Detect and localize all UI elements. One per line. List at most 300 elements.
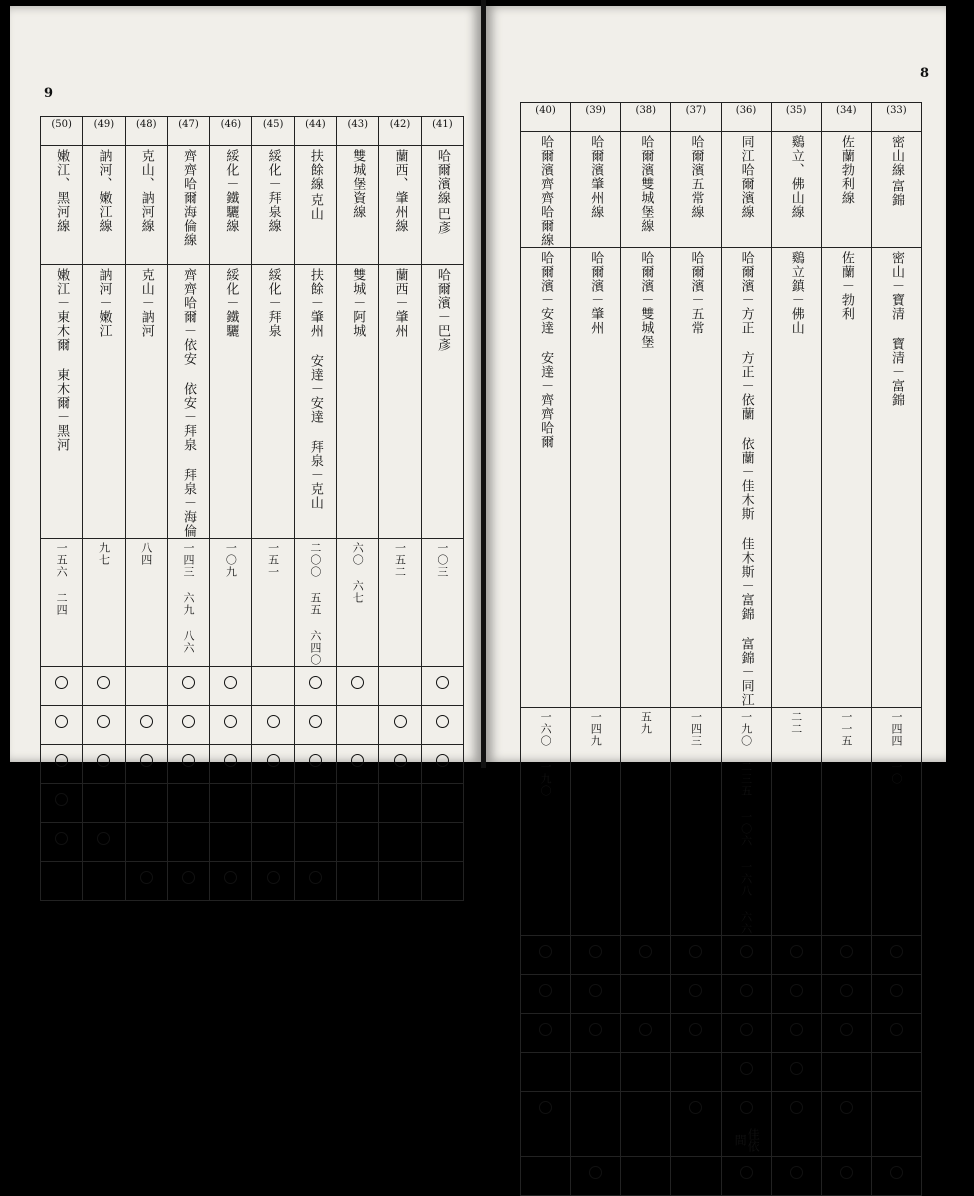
cell-distance: 一四四 一〇 xyxy=(889,711,903,785)
cell-distance: 九七 xyxy=(97,542,111,566)
table-row xyxy=(521,1157,922,1196)
circle-mark xyxy=(97,676,110,689)
table-cell xyxy=(621,1157,671,1196)
table-cell xyxy=(571,936,621,975)
table-cell xyxy=(337,117,379,146)
table-cell xyxy=(421,265,463,539)
table-cell xyxy=(210,823,252,862)
table-cell xyxy=(821,1092,871,1157)
circle-mark xyxy=(436,715,449,728)
table-cell xyxy=(871,1157,921,1196)
circle-mark xyxy=(97,754,110,767)
table-row xyxy=(521,1014,922,1053)
table-cell xyxy=(41,784,83,823)
table-cell xyxy=(210,117,252,146)
table-cell xyxy=(167,539,209,667)
cell-route: 富錦 xyxy=(888,179,904,207)
table-row xyxy=(521,248,922,708)
table-cell xyxy=(521,936,571,975)
table-cell xyxy=(721,103,771,132)
table-cell xyxy=(125,862,167,901)
cell-line: 同江哈爾濱線 xyxy=(738,135,754,219)
table-cell xyxy=(337,823,379,862)
table-cell xyxy=(771,1157,821,1196)
table-cell xyxy=(821,103,871,132)
cell-sections: 雙城－阿城 xyxy=(350,268,366,338)
cell-no: (35) xyxy=(785,105,807,116)
table-cell xyxy=(821,1053,871,1092)
table-cell xyxy=(421,706,463,745)
table-cell xyxy=(421,862,463,901)
table-cell xyxy=(337,745,379,784)
table-row xyxy=(521,1092,922,1157)
table-cell xyxy=(821,936,871,975)
table-cell xyxy=(871,1014,921,1053)
circle-mark xyxy=(224,754,237,767)
table-cell xyxy=(252,265,294,539)
cell-distance: 一一五 xyxy=(839,711,853,747)
table-cell xyxy=(571,248,621,708)
table-cell xyxy=(252,784,294,823)
circle-mark xyxy=(539,1101,552,1114)
table-cell xyxy=(571,1157,621,1196)
table-cell xyxy=(167,862,209,901)
table-cell xyxy=(571,132,621,248)
cell-no: (33) xyxy=(886,105,907,116)
table-row xyxy=(521,132,922,248)
table-cell xyxy=(125,117,167,146)
table-cell xyxy=(621,132,671,248)
table-cell xyxy=(621,248,671,708)
table-cell xyxy=(721,936,771,975)
table-cell xyxy=(210,146,252,265)
table-cell xyxy=(379,823,421,862)
table-cell xyxy=(210,862,252,901)
table-cell xyxy=(571,708,621,936)
table-cell xyxy=(252,823,294,862)
table-cell xyxy=(294,823,336,862)
table-cell xyxy=(41,146,83,265)
table-cell xyxy=(379,265,421,539)
table-cell xyxy=(167,706,209,745)
table-cell xyxy=(125,823,167,862)
table-cell xyxy=(337,667,379,706)
table-cell xyxy=(167,823,209,862)
cell-distance: 六〇 六七 xyxy=(351,542,365,604)
table-cell xyxy=(83,146,125,265)
table-cell xyxy=(379,117,421,146)
circle-mark xyxy=(97,832,110,845)
table-cell xyxy=(671,936,721,975)
table-cell xyxy=(83,862,125,901)
circle-mark xyxy=(790,1101,803,1114)
table-row xyxy=(41,745,464,784)
table-cell xyxy=(41,117,83,146)
table-cell xyxy=(421,146,463,265)
table-cell xyxy=(41,667,83,706)
cell-distance: 二〇〇 五五 六四〇 xyxy=(308,542,322,666)
table-cell xyxy=(571,1014,621,1053)
table-cell xyxy=(771,248,821,708)
table-cell xyxy=(294,862,336,901)
cell-line: 雙城堡資線 xyxy=(350,149,366,219)
table-cell xyxy=(871,936,921,975)
cell-sections: 訥河－嫩江 xyxy=(96,268,112,338)
circle-mark xyxy=(840,984,853,997)
table-cell xyxy=(294,539,336,667)
cell-no: (48) xyxy=(135,119,157,130)
table-cell xyxy=(721,1157,771,1196)
table-cell xyxy=(337,539,379,667)
table-cell xyxy=(41,265,83,539)
table-cell xyxy=(167,117,209,146)
cell-sections: 扶餘－肇州 安達－安達 拜泉－克山 xyxy=(307,268,323,510)
circle-mark xyxy=(840,1023,853,1036)
cell-no: (41) xyxy=(432,119,453,130)
table-cell xyxy=(571,103,621,132)
page-number: 8 xyxy=(920,66,930,81)
cell-no: (34) xyxy=(836,105,857,116)
cell-no: (40) xyxy=(535,105,556,116)
circle-mark xyxy=(55,832,68,845)
table-cell xyxy=(671,975,721,1014)
circle-mark xyxy=(55,715,68,728)
table-cell xyxy=(621,936,671,975)
table-cell xyxy=(821,1014,871,1053)
table-cell xyxy=(337,265,379,539)
cell-sections: 哈爾濱－雙城堡 xyxy=(638,251,654,349)
circle-mark xyxy=(589,984,602,997)
table-cell xyxy=(771,936,821,975)
cell-line: 綏化－拜泉線 xyxy=(265,149,281,233)
circle-mark xyxy=(394,754,407,767)
circle-mark xyxy=(639,1023,652,1036)
circle-mark xyxy=(55,676,68,689)
cell-line: 哈爾濱線 xyxy=(434,149,450,205)
table-cell xyxy=(41,706,83,745)
table-cell xyxy=(294,745,336,784)
table-cell xyxy=(421,784,463,823)
table-cell xyxy=(337,706,379,745)
cell-line: 哈爾濱雙城堡線 xyxy=(638,135,654,233)
cell-no: (42) xyxy=(389,119,411,130)
circle-mark xyxy=(309,715,322,728)
cell-no: (49) xyxy=(93,119,115,130)
circle-mark xyxy=(840,945,853,958)
table-cell xyxy=(125,784,167,823)
circle-mark xyxy=(890,945,903,958)
table-row xyxy=(41,823,464,862)
cell-distance: 一五二 xyxy=(393,542,407,578)
cell-no: (39) xyxy=(585,105,606,116)
table-cell xyxy=(252,667,294,706)
circle-mark xyxy=(689,984,702,997)
cell-distance: 一〇九 xyxy=(224,542,238,578)
cell-line: 綏化－鐵驪線 xyxy=(223,149,239,233)
table-row xyxy=(41,706,464,745)
table-cell xyxy=(210,706,252,745)
cell-sections: 鷄立鎮－佛山 xyxy=(788,251,804,335)
table-cell xyxy=(871,1053,921,1092)
cell-sections: 哈爾濱－五常 xyxy=(688,251,704,335)
table-cell xyxy=(821,975,871,1014)
cell-no: (44) xyxy=(305,119,326,130)
table-cell xyxy=(379,745,421,784)
table-cell xyxy=(83,265,125,539)
table-cell xyxy=(721,132,771,248)
table-cell xyxy=(83,823,125,862)
cell-sections: 哈爾濱－安達 安達－齊齊哈爾 xyxy=(538,251,554,449)
table-cell xyxy=(771,103,821,132)
table-cell xyxy=(125,667,167,706)
cell-sections: 綏化－鐵驪 xyxy=(223,268,239,338)
circle-mark xyxy=(589,945,602,958)
circle-mark xyxy=(689,945,702,958)
table-cell xyxy=(771,975,821,1014)
cell-distance: 一四九 xyxy=(589,711,603,747)
table-cell xyxy=(521,132,571,248)
circle-mark xyxy=(436,754,449,767)
table-cell xyxy=(83,706,125,745)
table-cell xyxy=(671,103,721,132)
table-cell xyxy=(125,265,167,539)
table-cell xyxy=(521,1157,571,1196)
table-row xyxy=(41,667,464,706)
table-cell xyxy=(337,146,379,265)
circle-mark xyxy=(224,715,237,728)
table-cell xyxy=(871,248,921,708)
circle-mark xyxy=(740,1062,753,1075)
circle-mark xyxy=(351,676,364,689)
cell-distance: 一四三 六九 八六 xyxy=(182,542,196,654)
table-cell xyxy=(571,975,621,1014)
cell-distance: 一四三 xyxy=(689,711,703,747)
left-page xyxy=(10,6,481,762)
cell-line: 齊齊哈爾海倫線 xyxy=(181,149,197,247)
table-cell xyxy=(621,1014,671,1053)
table-cell xyxy=(294,146,336,265)
table-cell xyxy=(83,539,125,667)
circle-mark xyxy=(840,1166,853,1179)
cell-distance: 一九〇 二三五 一〇六 一六八 六六 xyxy=(739,711,753,935)
table-row xyxy=(521,708,922,936)
table-cell xyxy=(252,146,294,265)
table-cell xyxy=(671,248,721,708)
table-cell xyxy=(83,667,125,706)
circle-mark xyxy=(140,871,153,884)
cell-sections: 齊齊哈爾－依安 依安－拜泉 拜泉－海倫 xyxy=(181,268,197,538)
right-page xyxy=(486,6,946,1152)
route-table xyxy=(40,116,464,901)
table-cell xyxy=(125,539,167,667)
table-cell xyxy=(125,146,167,265)
note-text: 佳依間 xyxy=(733,1128,761,1152)
circle-mark xyxy=(890,1166,903,1179)
table-cell xyxy=(821,132,871,248)
circle-mark xyxy=(351,754,364,767)
table-cell xyxy=(771,1053,821,1092)
table-cell xyxy=(671,1092,721,1157)
table-cell xyxy=(721,975,771,1014)
table-cell xyxy=(41,539,83,667)
table-cell xyxy=(671,708,721,936)
circle-mark xyxy=(589,1023,602,1036)
circle-mark xyxy=(740,1166,753,1179)
cell-distance: 一六〇 一九〇 xyxy=(539,711,553,797)
table-cell xyxy=(721,1092,771,1157)
table-cell xyxy=(210,265,252,539)
table-cell xyxy=(621,1092,671,1157)
cell-distance: 二二 xyxy=(789,711,803,735)
table-cell xyxy=(521,975,571,1014)
table-row xyxy=(41,146,464,265)
cell-no: (45) xyxy=(262,119,284,130)
cell-line: 蘭西、肇州線 xyxy=(392,149,408,233)
table-cell xyxy=(252,745,294,784)
circle-mark xyxy=(55,793,68,806)
table-cell xyxy=(167,265,209,539)
table-cell xyxy=(167,146,209,265)
table-cell xyxy=(671,1157,721,1196)
cell-sections: 哈爾濱－巴彥 xyxy=(434,268,450,352)
circle-mark xyxy=(790,1166,803,1179)
cell-no: (50) xyxy=(51,119,72,130)
cell-no: (47) xyxy=(178,119,199,130)
route-table xyxy=(520,102,922,1196)
circle-mark xyxy=(589,1166,602,1179)
table-cell xyxy=(571,1092,621,1157)
table-cell xyxy=(421,745,463,784)
table-cell xyxy=(210,745,252,784)
table-cell xyxy=(379,146,421,265)
table-cell xyxy=(521,248,571,708)
cell-distance: 一五六 二四 xyxy=(55,542,69,616)
table-cell xyxy=(83,117,125,146)
circle-mark xyxy=(309,754,322,767)
table-cell xyxy=(294,706,336,745)
table-cell xyxy=(871,975,921,1014)
cell-route: 克山 xyxy=(307,193,323,221)
cell-line: 嫩江、黑河線 xyxy=(54,149,70,233)
circle-mark xyxy=(539,984,552,997)
cell-distance: 一五一 xyxy=(266,542,280,578)
circle-mark xyxy=(790,984,803,997)
table-cell xyxy=(421,539,463,667)
cell-line: 佐蘭勃利線 xyxy=(838,135,854,205)
circle-mark xyxy=(394,715,407,728)
cell-no: (38) xyxy=(635,105,657,116)
table-cell xyxy=(294,117,336,146)
table-cell xyxy=(210,539,252,667)
circle-mark xyxy=(790,1023,803,1036)
table-cell xyxy=(721,708,771,936)
table-cell xyxy=(167,784,209,823)
table-cell xyxy=(621,103,671,132)
table-cell xyxy=(379,539,421,667)
cell-no: (36) xyxy=(735,105,757,116)
cell-line: 扶餘線 xyxy=(307,149,323,191)
circle-mark xyxy=(97,715,110,728)
table-cell xyxy=(337,862,379,901)
circle-mark xyxy=(790,945,803,958)
circle-mark xyxy=(309,676,322,689)
table-cell xyxy=(252,539,294,667)
table-cell xyxy=(421,117,463,146)
cell-line: 鷄立、佛山線 xyxy=(788,135,804,219)
table-cell xyxy=(379,862,421,901)
table-row xyxy=(41,117,464,146)
table-cell xyxy=(721,1014,771,1053)
table-cell xyxy=(771,1092,821,1157)
table-row xyxy=(41,862,464,901)
circle-mark xyxy=(224,676,237,689)
table-cell xyxy=(671,1053,721,1092)
table-cell xyxy=(41,862,83,901)
table-cell xyxy=(521,1092,571,1157)
cell-no: (37) xyxy=(685,105,707,116)
table-cell xyxy=(125,745,167,784)
cell-line: 哈爾濱齊齊哈爾線 xyxy=(538,135,554,247)
table-cell xyxy=(721,1053,771,1092)
cell-sections: 克山－訥河 xyxy=(138,268,154,338)
table-cell xyxy=(771,132,821,248)
table-cell xyxy=(821,248,871,708)
circle-mark xyxy=(790,1062,803,1075)
circle-mark xyxy=(689,1101,702,1114)
table-cell xyxy=(521,103,571,132)
table-cell xyxy=(721,248,771,708)
table-cell xyxy=(871,103,921,132)
cell-route: 巴彥 xyxy=(434,207,450,235)
table-row xyxy=(41,265,464,539)
table-row xyxy=(521,1053,922,1092)
circle-mark xyxy=(436,676,449,689)
circle-mark xyxy=(840,1101,853,1114)
table-row xyxy=(41,784,464,823)
table-cell xyxy=(821,708,871,936)
cell-sections: 蘭西－肇州 xyxy=(392,268,408,338)
table-cell xyxy=(521,1014,571,1053)
circle-mark xyxy=(309,871,322,884)
circle-mark xyxy=(267,715,280,728)
circle-mark xyxy=(140,754,153,767)
cell-sections: 哈爾濱－方正 方正－依蘭 依蘭－佳木斯 佳木斯－富錦 富錦－同江 xyxy=(738,251,754,707)
cell-distance: 八四 xyxy=(139,542,153,566)
circle-mark xyxy=(890,1023,903,1036)
table-cell xyxy=(871,1092,921,1157)
table-cell xyxy=(671,132,721,248)
cell-sections: 佐蘭－勃利 xyxy=(838,251,854,321)
cell-line: 密山線 xyxy=(888,135,904,177)
table-cell xyxy=(421,667,463,706)
table-cell xyxy=(379,784,421,823)
circle-mark xyxy=(182,676,195,689)
table-cell xyxy=(252,117,294,146)
cell-distance: 一〇三 xyxy=(435,542,449,578)
table-cell xyxy=(571,1053,621,1092)
table-cell xyxy=(671,1014,721,1053)
table-cell xyxy=(210,784,252,823)
table-cell xyxy=(252,706,294,745)
table-row xyxy=(521,103,922,132)
table-cell xyxy=(871,132,921,248)
page-number: 9 xyxy=(44,86,54,101)
cell-sections: 綏化－拜泉 xyxy=(265,268,281,338)
table-cell xyxy=(379,706,421,745)
table-cell xyxy=(294,265,336,539)
circle-mark xyxy=(182,871,195,884)
cell-line: 訥河、嫩江線 xyxy=(96,149,112,233)
